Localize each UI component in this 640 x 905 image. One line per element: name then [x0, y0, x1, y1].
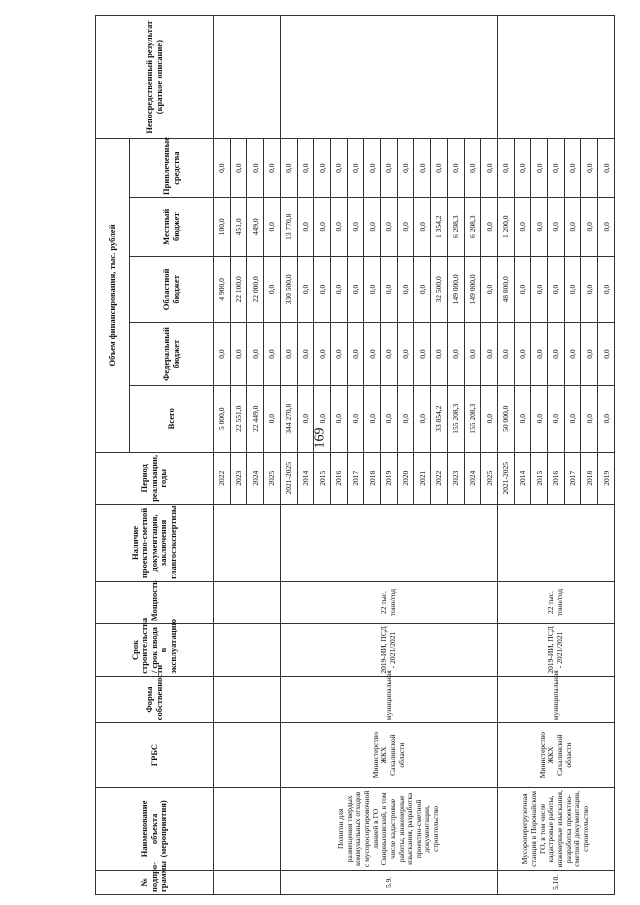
total-cell: 0,0: [330, 385, 347, 452]
year-cell: 2020: [397, 452, 414, 505]
attracted-cell: 0,0: [598, 139, 615, 198]
obj-5-10-name: Мусороперегрузочная станция в Поронайском ГО, в том числе кадастровые работы, инженерные изыскания, разработка проектно-сметной документации, строительство: [497, 787, 614, 870]
federal-cell: 0,0: [230, 323, 247, 386]
header-funding-group: Объем финансирования, тыс. рублей: [96, 139, 130, 452]
year-cell: 2015: [314, 452, 331, 505]
regional-cell: 0,0: [314, 256, 331, 323]
total-cell: 0,0: [581, 385, 598, 452]
federal-cell: 0,0: [214, 323, 231, 386]
regional-cell: 0,0: [548, 256, 565, 323]
total-cell: 0,0: [364, 385, 381, 452]
regional-cell: 48 800,0: [497, 256, 514, 323]
total-cell: 155 208,3: [447, 385, 464, 452]
attracted-cell: 0,0: [464, 139, 481, 198]
year-cell: 2017: [564, 452, 581, 505]
attracted-cell: 0,0: [514, 139, 531, 198]
federal-cell: 0,0: [330, 323, 347, 386]
year-cell: 2018: [581, 452, 598, 505]
obj-5-10-capacity: 22 тыс. тонн/год: [497, 581, 614, 623]
local-cell: 0,0: [531, 197, 548, 256]
total-cell: 0,0: [397, 385, 414, 452]
header-result: Непосредственный результат (краткое описание): [96, 16, 214, 139]
year-cell: 2016: [330, 452, 347, 505]
header-num: № подпро-граммы: [96, 870, 214, 894]
local-cell: 0,0: [548, 197, 565, 256]
local-cell: 0,0: [347, 197, 364, 256]
local-cell: 0,0: [564, 197, 581, 256]
attracted-cell: 0,0: [280, 139, 297, 198]
regional-cell: 4 900,0: [214, 256, 231, 323]
attracted-cell: 0,0: [481, 139, 498, 198]
federal-cell: 0,0: [414, 323, 431, 386]
year-cell: 2019: [598, 452, 615, 505]
header-name: Наименование объекта (мероприятия): [96, 787, 214, 870]
federal-cell: 0,0: [481, 323, 498, 386]
attracted-cell: 0,0: [397, 139, 414, 198]
header-ownership: Форма собственности: [96, 676, 214, 722]
header-total: Всего: [130, 385, 214, 452]
federal-cell: 0,0: [447, 323, 464, 386]
federal-cell: 0,0: [497, 323, 514, 386]
table-row: [280, 16, 297, 895]
regional-cell: 0,0: [531, 256, 548, 323]
federal-cell: 0,0: [464, 323, 481, 386]
obj-5-9-term: 2019-ИИ, ПСД - 2021/2021: [280, 624, 497, 677]
obj-5-9-grbs: Министерство ЖКХ Сахалинской области: [280, 723, 497, 788]
regional-cell: 0,0: [564, 256, 581, 323]
local-cell: 13 770,8: [280, 197, 297, 256]
local-cell: 449,0: [247, 197, 264, 256]
cont-ownership-cell: [214, 676, 281, 722]
year-cell: 2024: [464, 452, 481, 505]
obj-5-9-psd: [280, 505, 497, 582]
local-cell: 100,0: [214, 197, 231, 256]
local-cell: 0,0: [598, 197, 615, 256]
total-cell: 5 000,0: [214, 385, 231, 452]
local-cell: 0,0: [397, 197, 414, 256]
attracted-cell: 0,0: [531, 139, 548, 198]
regional-cell: 0,0: [297, 256, 314, 323]
total-cell: 0,0: [531, 385, 548, 452]
attracted-cell: 0,0: [330, 139, 347, 198]
regional-cell: 0,0: [414, 256, 431, 323]
cont-num-cell: [214, 870, 281, 894]
attracted-cell: 0,0: [230, 139, 247, 198]
obj-5-9-result: [280, 16, 497, 139]
total-cell: 0,0: [414, 385, 431, 452]
obj-5-10-result: [497, 16, 614, 139]
federal-cell: 0,0: [581, 323, 598, 386]
cont-grbs-cell: [214, 723, 281, 788]
year-cell: 2014: [297, 452, 314, 505]
attracted-cell: 0,0: [564, 139, 581, 198]
local-cell: 0,0: [330, 197, 347, 256]
header-capacity: Мощность: [96, 581, 214, 623]
funding-table: [95, 15, 615, 895]
attracted-cell: 0,0: [247, 139, 264, 198]
attracted-cell: 0,0: [497, 139, 514, 198]
local-cell: 1 354,2: [431, 197, 448, 256]
table-row: [497, 16, 514, 895]
attracted-cell: 0,0: [447, 139, 464, 198]
total-cell: 0,0: [564, 385, 581, 452]
federal-cell: 0,0: [531, 323, 548, 386]
attracted-cell: 0,0: [414, 139, 431, 198]
total-cell: 0,0: [481, 385, 498, 452]
obj-5-10-ownership: муниципальная: [497, 676, 614, 722]
local-cell: 0,0: [264, 197, 281, 256]
local-cell: 0,0: [297, 197, 314, 256]
federal-cell: 0,0: [264, 323, 281, 386]
local-cell: 0,0: [581, 197, 598, 256]
obj-5-9-capacity: 22 тыс. тонн/год: [280, 581, 497, 623]
header-regional: Областной бюджет: [130, 256, 214, 323]
year-cell: 2023: [447, 452, 464, 505]
year-cell: 2018: [364, 452, 381, 505]
regional-cell: 0,0: [381, 256, 398, 323]
year-cell: 2017: [347, 452, 364, 505]
obj-5-10-grbs: Министерство ЖКХ Сахалинской области: [497, 723, 614, 788]
total-cell: 33 854,2: [431, 385, 448, 452]
cont-name-cell: [214, 787, 281, 870]
federal-cell: 0,0: [598, 323, 615, 386]
table-row: [214, 16, 231, 895]
regional-cell: 0,0: [347, 256, 364, 323]
regional-cell: 0,0: [364, 256, 381, 323]
obj-5-9-ownership: муниципальная: [280, 676, 497, 722]
regional-cell: 0,0: [598, 256, 615, 323]
local-cell: 0,0: [481, 197, 498, 256]
local-cell: 1 200,0: [497, 197, 514, 256]
total-cell: 0,0: [548, 385, 565, 452]
attracted-cell: 0,0: [264, 139, 281, 198]
cont-result-cell: [214, 16, 281, 139]
total-cell: 0,0: [347, 385, 364, 452]
cont-psd-cell: [214, 505, 281, 582]
local-cell: 451,0: [230, 197, 247, 256]
cont-capacity-cell: [214, 581, 281, 623]
year-cell: 2025: [264, 452, 281, 505]
year-cell: 2023: [230, 452, 247, 505]
year-cell: 2016: [548, 452, 565, 505]
regional-cell: 0,0: [330, 256, 347, 323]
regional-cell: 0,0: [481, 256, 498, 323]
local-cell: 0,0: [381, 197, 398, 256]
federal-cell: 0,0: [280, 323, 297, 386]
total-cell: 22 449,0: [247, 385, 264, 452]
year-cell: 2025: [481, 452, 498, 505]
attracted-cell: 0,0: [347, 139, 364, 198]
local-cell: 0,0: [414, 197, 431, 256]
federal-cell: 0,0: [314, 323, 331, 386]
total-cell: 0,0: [514, 385, 531, 452]
attracted-cell: 0,0: [314, 139, 331, 198]
rotated-table-area: [95, 15, 615, 895]
regional-cell: 0,0: [397, 256, 414, 323]
obj-5-9-num: 5.9.: [280, 870, 497, 894]
year-cell: 2014: [514, 452, 531, 505]
obj-5-9-name: Полигон для размещения твердых коммунальных отходов с мусоросортировочной линией в ГО Смирныховский, в том числе кадастровые работы, инженерные изыскания, разработка проектно-сметной документации, строительство: [280, 787, 497, 870]
header-psd: Наличие проектно-сметной документации, заключения главгосэкспертизы: [96, 505, 214, 582]
total-cell: 0,0: [314, 385, 331, 452]
local-cell: 6 208,3: [447, 197, 464, 256]
attracted-cell: 0,0: [214, 139, 231, 198]
federal-cell: 0,0: [548, 323, 565, 386]
attracted-cell: 0,0: [297, 139, 314, 198]
regional-cell: 32 500,0: [431, 256, 448, 323]
header-grbs: ГРБС: [96, 723, 214, 788]
total-cell: 0,0: [264, 385, 281, 452]
header-attracted: Привлеченные средства: [130, 139, 214, 198]
obj-5-10-term: 2019-ИИ, ПСД - 2021/2021: [497, 624, 614, 677]
year-cell: 2022: [431, 452, 448, 505]
attracted-cell: 0,0: [548, 139, 565, 198]
attracted-cell: 0,0: [364, 139, 381, 198]
total-cell: 0,0: [381, 385, 398, 452]
year-cell: 2015: [531, 452, 548, 505]
federal-cell: 0,0: [397, 323, 414, 386]
local-cell: 0,0: [514, 197, 531, 256]
total-cell: 344 270,8: [280, 385, 297, 452]
year-cell: 2021: [414, 452, 431, 505]
federal-cell: 0,0: [364, 323, 381, 386]
year-cell: 2022: [214, 452, 231, 505]
regional-cell: 149 000,0: [447, 256, 464, 323]
local-cell: 6 208,3: [464, 197, 481, 256]
federal-cell: 0,0: [381, 323, 398, 386]
attracted-cell: 0,0: [581, 139, 598, 198]
header-term: Срок строительства / срок ввода в эксплуатацию: [96, 624, 214, 677]
regional-cell: 0,0: [581, 256, 598, 323]
total-cell: 155 208,3: [464, 385, 481, 452]
regional-cell: 22 000,0: [247, 256, 264, 323]
total-cell: 0,0: [297, 385, 314, 452]
attracted-cell: 0,0: [381, 139, 398, 198]
header-period: Период реализации, годы: [96, 452, 214, 505]
total-cell: 22 551,0: [230, 385, 247, 452]
federal-cell: 0,0: [514, 323, 531, 386]
local-cell: 0,0: [314, 197, 331, 256]
regional-cell: 0,0: [264, 256, 281, 323]
page-number-text: 169: [312, 427, 327, 449]
header-federal: Федеральный бюджет: [130, 323, 214, 386]
federal-cell: 0,0: [564, 323, 581, 386]
total-cell: 50 000,0: [497, 385, 514, 452]
cont-term-cell: [214, 624, 281, 677]
year-cell: 2024: [247, 452, 264, 505]
federal-cell: 0,0: [247, 323, 264, 386]
federal-cell: 0,0: [347, 323, 364, 386]
year-cell: 2019: [381, 452, 398, 505]
local-cell: 0,0: [364, 197, 381, 256]
obj-5-10-psd: [497, 505, 614, 582]
federal-cell: 0,0: [431, 323, 448, 386]
year-cell: 2021-2025: [497, 452, 514, 505]
regional-cell: 22 100,0: [230, 256, 247, 323]
header-local: Местный бюджет: [130, 197, 214, 256]
federal-cell: 0,0: [297, 323, 314, 386]
regional-cell: 330 500,0: [280, 256, 297, 323]
year-cell: 2021-2025: [280, 452, 297, 505]
obj-5-10-num: 5.10.: [497, 870, 614, 894]
attracted-cell: 0,0: [431, 139, 448, 198]
regional-cell: 149 000,0: [464, 256, 481, 323]
total-cell: 0,0: [598, 385, 615, 452]
regional-cell: 0,0: [514, 256, 531, 323]
